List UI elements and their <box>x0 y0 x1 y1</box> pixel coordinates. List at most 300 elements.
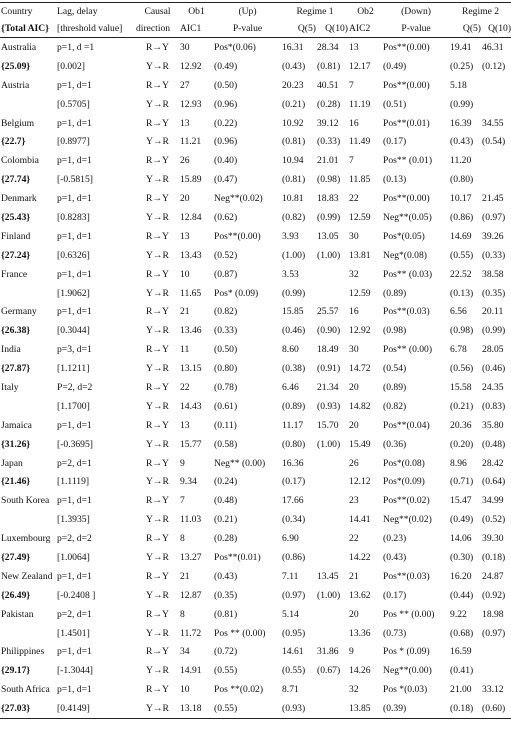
cell-aic2: 32 <box>349 684 359 696</box>
cell-p-value-1: Neg** (0.00) <box>214 457 266 469</box>
cell-aic1: 34 <box>180 646 190 658</box>
cell-q10-2: 34.55 <box>482 117 504 129</box>
cell-q5-2: (0.68) <box>450 627 474 639</box>
cell-p-value-1: (0.52) <box>214 249 238 261</box>
table-row <box>0 548 511 567</box>
cell-lag-delay: [0.5705] <box>57 98 90 110</box>
cell-q10-2 <box>481 151 511 170</box>
cell-q10-2 <box>481 170 511 189</box>
cell-q10-2 <box>481 95 511 114</box>
cell-q10-1 <box>316 454 348 473</box>
cell-p-value-2: Pos * (0.09) <box>383 646 430 658</box>
cell-aic2: 22 <box>349 193 359 205</box>
cell-q5-1: 3.93 <box>282 230 299 242</box>
cell-aic1: 15.77 <box>180 438 202 450</box>
cell-p-value-2: Neg**(0.00) <box>383 665 432 677</box>
cell-p-value-1: Pos **(0.02) <box>214 684 264 696</box>
cell-q10-1: (0.91) <box>317 363 341 375</box>
table-row <box>0 472 511 491</box>
cell-q10-1: 21.01 <box>317 155 339 167</box>
cell-q5-2: 14.06 <box>450 533 472 545</box>
cell-lag-delay: [0.002] <box>57 60 85 72</box>
cell-causal-direction: R→Y <box>146 381 169 393</box>
cell-q5-1: (0.46) <box>282 325 306 337</box>
cell-aic2: 12.59 <box>349 211 371 223</box>
cell-q5-1: 16.31 <box>282 41 304 53</box>
cell-q10-2: 28.05 <box>482 344 504 356</box>
cell-causal-direction: Y→R <box>146 438 169 450</box>
cell-p-value-2: Pos *(0.03) <box>383 684 428 696</box>
cell-q5-2: (0.98) <box>450 325 474 337</box>
cell-q10-2: (0.64) <box>482 476 506 488</box>
cell-q10-2: (0.97) <box>482 627 506 639</box>
cell-p-value-2: (0.98) <box>383 325 407 337</box>
table-row <box>0 529 511 548</box>
cell-causal-direction: R→Y <box>146 684 169 696</box>
cell-causal-direction: Y→R <box>146 325 169 337</box>
cell-p-value-2: Neg**(0.02) <box>383 514 432 526</box>
table-row <box>0 624 511 643</box>
cell-q10-1 <box>316 472 348 491</box>
cell-q10-1: 13.05 <box>317 230 339 242</box>
cell-q10-2: 18.98 <box>482 608 504 620</box>
cell-country: Japan <box>1 457 23 469</box>
cell-lag-delay: p=1, d=1 <box>57 684 92 696</box>
table-row <box>0 454 511 473</box>
cell-aic2: 13.85 <box>348 699 382 718</box>
cell-p-value-2: Neg*(0.08) <box>383 249 427 261</box>
cell-q10-1: (1.00) <box>317 438 341 450</box>
cell-q10-2: (0.52) <box>482 514 506 526</box>
cell-q10-1: 40.51 <box>317 79 339 91</box>
cell-p-value-2: (0.39) <box>382 699 449 718</box>
cell-q5-1: (0.81) <box>282 136 306 148</box>
cell-q5-2: 19.41 <box>450 41 472 53</box>
header-row-1 <box>0 3 511 21</box>
cell-q10-1: (1.00) <box>317 589 341 601</box>
cell-causal-direction: R→Y <box>146 193 169 205</box>
table-row <box>0 416 511 435</box>
cell-q5-2: 15.47 <box>450 495 472 507</box>
cell-aic1: 13 <box>180 419 190 431</box>
table-row <box>0 340 511 359</box>
cell-p-value-2: Pos*(0.05) <box>383 230 425 242</box>
cell-q10-2: (0.48) <box>482 438 506 450</box>
cell-aic2: 26 <box>349 457 359 469</box>
cell-q5-1: (0.55) <box>282 665 306 677</box>
cell-country: {26.38} <box>1 325 31 337</box>
cell-lag-delay: p=2, d=1 <box>57 608 92 620</box>
cell-q5-1: (0.17) <box>282 476 306 488</box>
cell-q5-2: (0.49) <box>450 514 474 526</box>
cell-q5-2: 11.20 <box>450 155 472 167</box>
header-direction: direction <box>135 20 179 38</box>
cell-causal-direction: Y→R <box>146 98 169 110</box>
header-regime-2: Regime 2 <box>449 3 511 21</box>
cell-aic1: 11.21 <box>180 136 202 148</box>
cell-country: Germany <box>1 306 37 318</box>
cell-lag-delay: P=2, d=2 <box>57 381 93 393</box>
cell-q5-2: 22.52 <box>450 268 472 280</box>
cell-causal-direction: R→Y <box>146 570 169 582</box>
cell-causal-direction: R→Y <box>146 344 169 356</box>
cell-q5-2: 6.56 <box>450 306 467 318</box>
cell-aic1: 12.87 <box>180 589 202 601</box>
cell-aic1: 13.15 <box>180 363 202 375</box>
cell-lag-delay: p=1, d=1 <box>57 117 92 129</box>
cell-q5-1: 15.85 <box>282 306 304 318</box>
cell-p-value-2: Pos**(0.00) <box>383 79 430 91</box>
header-q5-1: Q(5) <box>281 20 316 38</box>
cell-p-value-2: Pos**(0.00) <box>383 193 430 205</box>
cell-q5-2: (0.80) <box>450 174 474 186</box>
cell-q10-2: 24.87 <box>482 570 504 582</box>
cell-country: Colombia <box>1 155 39 167</box>
header-lag-delay: Lag, delay <box>56 3 135 21</box>
cell-aic2: 30 <box>349 344 359 356</box>
cell-country: {27.24} <box>1 249 31 261</box>
table-row <box>0 189 511 208</box>
cell-aic1: 8 <box>180 608 185 620</box>
header-aic2: AIC2 <box>348 20 382 38</box>
cell-p-value-2: (0.17) <box>383 136 407 148</box>
cell-p-value-1: (0.72) <box>214 646 238 658</box>
cell-q10-1 <box>316 529 348 548</box>
cell-aic1: 11.65 <box>180 287 202 299</box>
cell-lag-delay: [1.4501] <box>57 627 90 639</box>
cell-aic1: 12.84 <box>180 211 202 223</box>
cell-q10-1: 28.34 <box>317 41 339 53</box>
cell-aic1: 12.92 <box>180 60 202 72</box>
cell-country: Austria <box>1 79 30 91</box>
header-row-2 <box>0 20 511 38</box>
cell-q10-2: 39.30 <box>482 533 504 545</box>
cell-causal-direction: R→Y <box>146 608 169 620</box>
cell-causal-direction: Y→R <box>146 363 169 375</box>
cell-aic1: 9 <box>180 457 185 469</box>
cell-aic2: 13.36 <box>349 627 371 639</box>
cell-aic1: 8 <box>180 533 185 545</box>
cell-aic1: 14.43 <box>180 400 202 412</box>
cell-q5-1: 7.11 <box>282 570 299 582</box>
cell-q5-1: 20.23 <box>282 79 304 91</box>
cell-country: South Africa <box>1 684 50 696</box>
cell-lag-delay: p=1, d=1 <box>57 306 92 318</box>
cell-lag-delay: p=1, d=1 <box>57 230 92 242</box>
cell-causal-direction: R→Y <box>146 533 169 545</box>
cell-q5-1: 16.36 <box>282 457 304 469</box>
table-row <box>0 284 511 303</box>
cell-country: Philippines <box>1 646 45 658</box>
cell-causal-direction: Y→R <box>146 136 169 148</box>
cell-p-value-1: Pos* (0.09) <box>214 287 259 299</box>
cell-lag-delay: p=1, d=1 <box>57 495 92 507</box>
cell-p-value-2: (0.89) <box>383 381 407 393</box>
cell-aic2: 32 <box>349 268 359 280</box>
cell-aic1: 12.93 <box>180 98 202 110</box>
cell-lag-delay: p=1, d =1 <box>57 41 95 53</box>
cell-q5-1: 14.61 <box>282 646 304 658</box>
cell-lag-delay: [0.6326] <box>57 249 90 261</box>
cell-q5-2: (0.30) <box>450 551 474 563</box>
cell-p-value-1: (0.24) <box>214 476 238 488</box>
cell-q10-1: (0.81) <box>317 60 341 72</box>
cell-country: {31.26} <box>1 438 31 450</box>
table-row <box>0 38 511 57</box>
table-row <box>0 586 511 605</box>
cell-aic1: 11.72 <box>180 627 202 639</box>
cell-causal-direction: R→Y <box>146 495 169 507</box>
cell-causal-direction: Y→R <box>146 514 169 526</box>
cell-p-value-2: (0.49) <box>383 60 407 72</box>
cell-p-value-2: Pos**(0.01) <box>383 117 430 129</box>
cell-aic2: 12.17 <box>349 60 371 72</box>
cell-p-value-2: Pos**(0.00) <box>383 41 430 53</box>
cell-q10-2: (0.12) <box>482 60 506 72</box>
cell-q5-2: (0.41) <box>450 665 474 677</box>
cell-aic1: 26 <box>180 155 190 167</box>
cell-country: New Zealand <box>1 570 53 582</box>
cell-lag-delay: [-0.2408 ] <box>57 589 96 601</box>
cell-q5-1: 8.60 <box>282 344 299 356</box>
cell-q5-2: 16.39 <box>450 117 472 129</box>
cell-country: Finland <box>1 230 31 242</box>
cell-q10-1: 13.45 <box>317 570 339 582</box>
table-row <box>0 246 511 265</box>
cell-lag-delay: p=1, d=1 <box>57 79 92 91</box>
cell-aic2: 14.82 <box>349 400 371 412</box>
cell-country: South Korea <box>1 495 50 507</box>
cell-lag-delay: p=2, d=2 <box>57 533 92 545</box>
cell-p-value-2: Pos**(0.03) <box>383 306 430 318</box>
cell-p-value-1: (0.62) <box>214 211 238 223</box>
cell-q5-2: (0.71) <box>450 476 474 488</box>
cell-q10-1: (0.33) <box>317 136 341 148</box>
header-regime-1: Regime 1 <box>281 3 348 21</box>
cell-q5-2: 5.18 <box>450 79 467 91</box>
cell-causal-direction: R→Y <box>146 306 169 318</box>
cell-q5-2: 16.20 <box>450 570 472 582</box>
cell-q5-1: 5.14 <box>282 608 299 620</box>
cell-causal-direction: Y→R <box>146 60 169 72</box>
cell-country: {21.46} <box>1 476 31 488</box>
cell-q10-1: 18.83 <box>317 193 339 205</box>
table-row <box>0 151 511 170</box>
cell-country <box>0 510 56 529</box>
cell-aic1: 20 <box>180 193 190 205</box>
cell-q10-2: (0.92) <box>482 589 506 601</box>
cell-q10-2: (0.99) <box>482 325 506 337</box>
cell-q5-2: 15.58 <box>450 381 472 393</box>
cell-q10-2: (0.46) <box>482 363 506 375</box>
cell-lag-delay: p=1, d=1 <box>57 155 92 167</box>
cell-aic2: 12.12 <box>349 476 371 488</box>
cell-p-value-1: (0.80) <box>214 363 238 375</box>
cell-q10-1: (0.90) <box>317 325 341 337</box>
cell-q5-2: (0.25) <box>450 60 474 72</box>
cell-q10-1 <box>316 265 348 284</box>
cell-q5-1: (0.21) <box>282 98 306 110</box>
cell-aic1: 13 <box>180 117 190 129</box>
cell-causal-direction: Y→R <box>146 287 169 299</box>
cell-q10-2: 28.42 <box>482 457 504 469</box>
cell-country: {29.17} <box>1 665 31 677</box>
cell-aic2: 30 <box>349 230 359 242</box>
cell-aic2: 15.49 <box>349 438 371 450</box>
cell-aic2: 7 <box>349 155 354 167</box>
table-row <box>0 605 511 624</box>
cell-p-value-2: (0.23) <box>383 533 407 545</box>
cell-aic1: 13.46 <box>180 325 202 337</box>
cell-aic1: 11 <box>180 344 190 356</box>
cell-q5-1: (0.99) <box>282 287 306 299</box>
table-row <box>0 302 511 321</box>
cell-q10-1 <box>316 680 348 699</box>
cell-q10-2: (0.97) <box>482 211 506 223</box>
cell-causal-direction: R→Y <box>146 646 169 658</box>
cell-causal-direction: Y→R <box>146 174 169 186</box>
cell-q10-2: (0.18) <box>482 551 506 563</box>
cell-causal-direction: R→Y <box>146 268 169 280</box>
cell-p-value-2: Pos**(0.02) <box>383 495 430 507</box>
cell-q5-2: (0.21) <box>450 400 474 412</box>
cell-aic1: 10 <box>180 268 190 280</box>
cell-q5-2: (0.18) <box>449 699 481 718</box>
cell-aic1: 13.27 <box>180 551 202 563</box>
table-row <box>0 57 511 76</box>
cell-q10-1: 25.57 <box>317 306 339 318</box>
cell-q5-1: (0.93) <box>281 699 316 718</box>
cell-p-value-2: Neg**(0.05) <box>383 211 432 223</box>
cell-p-value-2: (0.51) <box>383 98 407 110</box>
cell-q10-1 <box>316 548 348 567</box>
table-row <box>0 435 511 454</box>
cell-aic2: 20 <box>349 608 359 620</box>
cell-q5-1: 10.92 <box>282 117 304 129</box>
cell-lag-delay: [-0.5815] <box>57 174 93 186</box>
cell-country <box>0 95 56 114</box>
cell-p-value-1: (0.87) <box>214 268 238 280</box>
cell-aic2: 21 <box>349 570 359 582</box>
cell-aic2: 16 <box>349 117 359 129</box>
table-row <box>0 661 511 680</box>
cell-country <box>0 284 56 303</box>
cell-q10-1: (0.99) <box>317 211 341 223</box>
cell-lag-delay: p=1, d=1 <box>57 570 92 582</box>
header-threshold-value: [threshold value] <box>56 20 135 38</box>
cell-q5-2: (0.55) <box>450 249 474 261</box>
cell-aic2: 13.81 <box>349 249 371 261</box>
cell-q5-1: 17.66 <box>282 495 304 507</box>
cell-p-value-2: (0.13) <box>383 174 407 186</box>
cell-q10-1 <box>316 699 348 718</box>
cell-lag-delay: [0.8977] <box>57 136 90 148</box>
cell-lag-delay: [1.1700] <box>57 400 90 412</box>
cell-q10-2: 39.26 <box>482 230 504 242</box>
cell-lag-delay: [1.3935] <box>57 514 90 526</box>
cell-aic2: 11.85 <box>349 174 371 186</box>
cell-aic1: 22 <box>180 381 190 393</box>
cell-aic2: 23 <box>349 495 359 507</box>
cell-q10-1 <box>316 605 348 624</box>
cell-q10-2 <box>481 76 511 95</box>
cell-p-value-1: (0.21) <box>214 514 238 526</box>
cell-aic2: 14.41 <box>349 514 371 526</box>
cell-causal-direction: R→Y <box>146 117 169 129</box>
cell-country: {22.7} <box>1 136 26 148</box>
cell-aic2: 12.92 <box>349 325 371 337</box>
table-row <box>0 321 511 340</box>
cell-q5-1: 10.94 <box>282 155 304 167</box>
header-q10-2: Q(10) <box>481 20 511 38</box>
cell-country: {27.87} <box>1 363 31 375</box>
cell-aic2: 13.62 <box>349 589 371 601</box>
cell-causal-direction: Y→R <box>146 627 169 639</box>
cell-lag-delay: [0.3044] <box>57 325 90 337</box>
cell-q10-2: 21.45 <box>482 193 504 205</box>
cell-q10-1: 21.34 <box>317 381 339 393</box>
cell-q10-1 <box>316 284 348 303</box>
cell-lag-delay: [0.8283] <box>57 211 90 223</box>
cell-country: {27.49} <box>1 551 31 563</box>
cell-p-value-1: (0.33) <box>214 325 238 337</box>
header-up: (Up) <box>213 3 281 21</box>
cell-q10-1: 15.70 <box>317 419 339 431</box>
cell-p-value-1: Pos**(0.01) <box>214 551 261 563</box>
table-row <box>0 699 511 718</box>
cell-p-value-1: (0.55) <box>213 699 281 718</box>
cell-aic1: 13.18 <box>179 699 213 718</box>
cell-q5-2: (0.99) <box>450 98 474 110</box>
cell-q5-2: 8.96 <box>450 457 467 469</box>
cell-q10-1: (0.93) <box>317 400 341 412</box>
cell-q10-1: (0.67) <box>317 665 341 677</box>
cell-country: Australia <box>1 41 37 53</box>
cell-q5-2: (0.13) <box>450 287 474 299</box>
cell-country: {27.74} <box>1 174 31 186</box>
cell-causal-direction: Y→R <box>146 665 169 677</box>
cell-p-value-2: Pos** (0.03) <box>383 268 433 280</box>
cell-lag-delay: p=1, d=1 <box>57 193 92 205</box>
cell-p-value-1: (0.28) <box>214 533 238 545</box>
cell-country: India <box>1 344 21 356</box>
cell-causal-direction: Y→R <box>146 476 169 488</box>
cell-p-value-2: Pos** (0.00) <box>383 344 433 356</box>
header-ob1: Ob1 <box>179 3 213 21</box>
table-row <box>0 170 511 189</box>
cell-aic2: 14.26 <box>349 665 371 677</box>
cell-p-value-2: (0.43) <box>383 551 407 563</box>
cell-p-value-1: (0.11) <box>214 419 237 431</box>
table-row <box>0 567 511 586</box>
cell-lag-delay: p=1, d=1 <box>57 646 92 658</box>
cell-q5-2: 20.36 <box>450 419 472 431</box>
cell-causal-direction: R→Y <box>146 419 169 431</box>
cell-p-value-1: (0.35) <box>214 589 238 601</box>
cell-p-value-2: (0.82) <box>383 400 407 412</box>
cell-q5-1: (0.97) <box>282 589 306 601</box>
cell-q10-2: 46.31 <box>482 41 504 53</box>
cell-q5-1: 6.46 <box>282 381 299 393</box>
cell-aic2: 22 <box>349 533 359 545</box>
cell-q10-2: 20.11 <box>482 306 504 318</box>
header-q5-2: Q(5) <box>449 20 481 38</box>
cell-aic2: 11.19 <box>349 98 371 110</box>
cell-lag-delay: [-1.3044] <box>57 665 93 677</box>
header-causal: Causal <box>135 3 179 21</box>
header-down: (Down) <box>382 3 449 21</box>
cell-aic2: 12.59 <box>349 287 371 299</box>
